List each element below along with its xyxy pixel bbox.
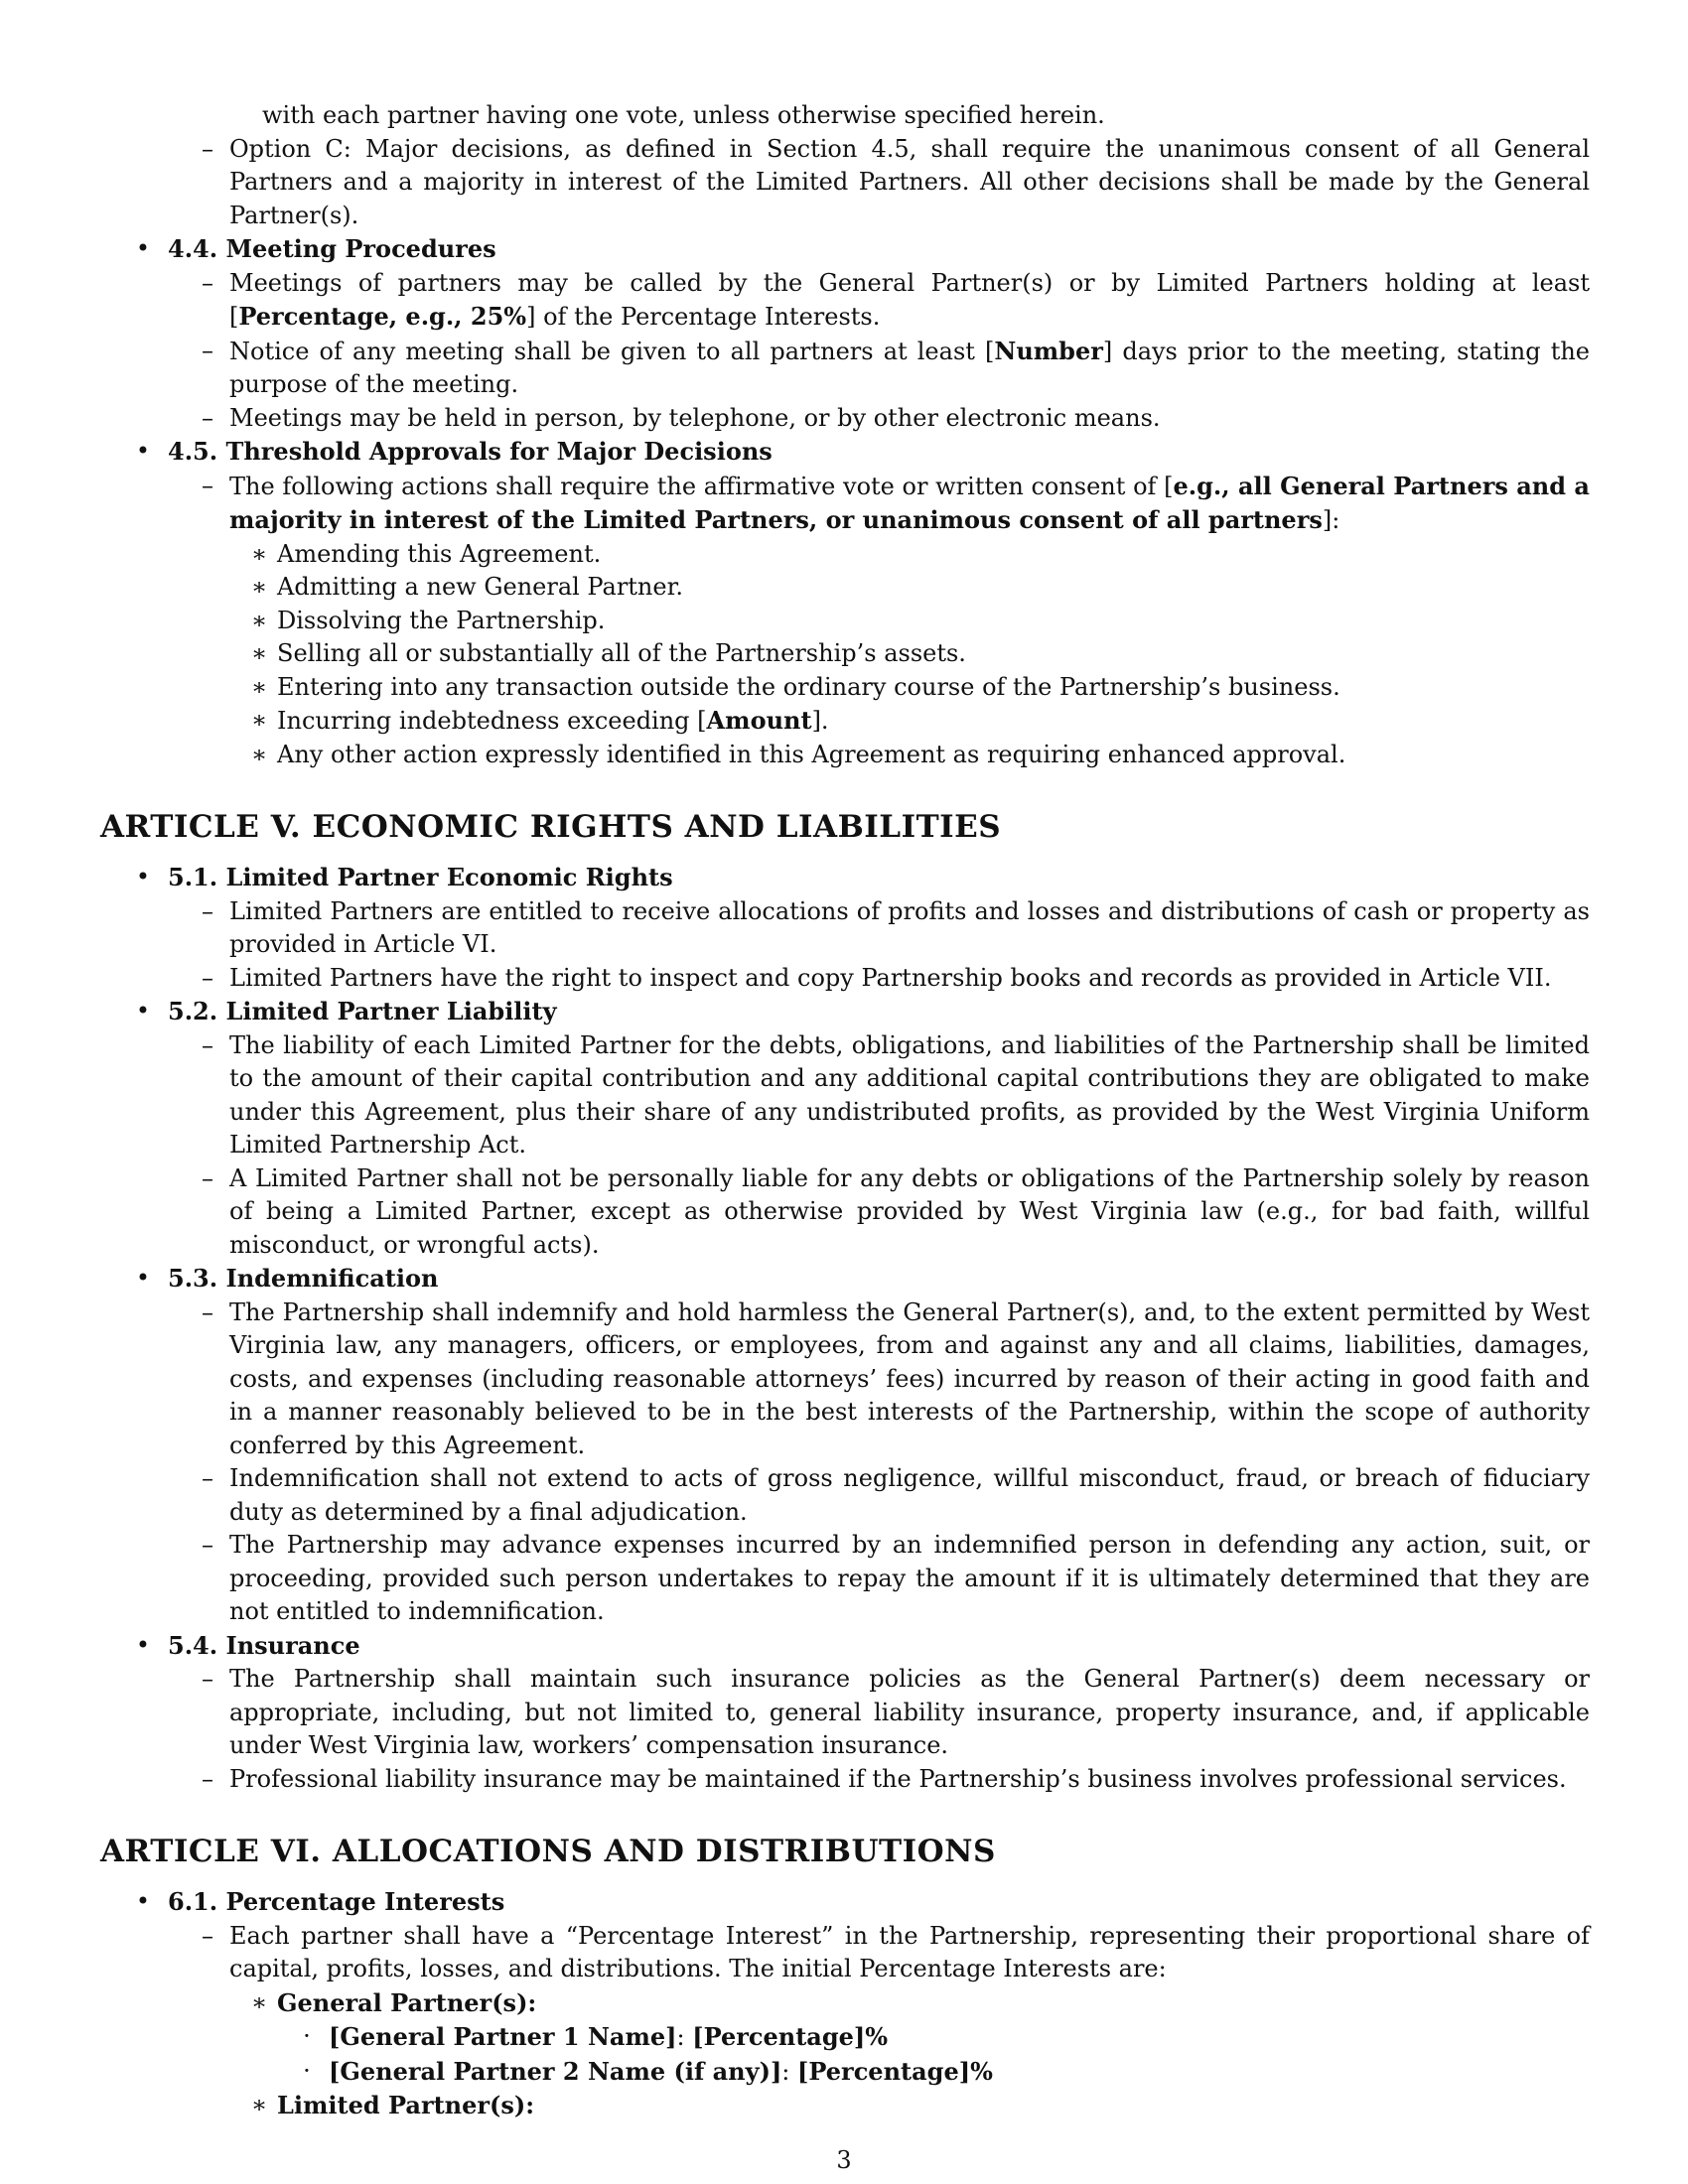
dash-marker: – — [202, 1531, 213, 1559]
article-6-heading: ARTICLE VI. ALLOCATIONS AND DISTRIBUTIONS — [100, 1834, 996, 1869]
clause: – Limited Partners have the right to inspect and copy Partnership books and records as provided in Article VII. — [100, 962, 1590, 996]
limited-partners-label: Limited Partner(s): — [277, 2091, 535, 2119]
placeholder-percentage: Percentage, e.g., 25% — [238, 302, 527, 331]
section-title: Limited Partner Liability — [225, 997, 557, 1025]
dash-marker: – — [202, 1665, 213, 1693]
section-5-4: • 5.4. Insurance — [100, 1629, 1590, 1664]
clause: – The Partnership shall indemnify and hold harmless the General Partner(s), and, to the extent permitted by West Virginia law, any managers, officers, or employees, from and against any and all claims, liabilities, damages, costs, and expenses (including reasonable attorneys’ fees) incurred by reason of their acting in good faith and in a manner reasonably believed to be in the best interests of the Partnership, within the scope of authority conferred by this Agreement. — [100, 1297, 1590, 1463]
clause: – Professional liability insurance may be maintained if the Partnership’s business involves professional services. — [100, 1763, 1590, 1797]
list-item — [100, 2089, 1590, 2123]
placeholder-amount: Amount — [706, 706, 812, 735]
list-item: ∗ Any other action expressly identified in this Agreement as requiring enhanced approval. — [100, 739, 1590, 772]
list-item: ∗ Dissolving the Partnership. — [100, 605, 1590, 638]
general-partners-label: General Partner(s): — [277, 1987, 537, 2017]
dash-marker: – — [202, 1163, 213, 1192]
section-5-2: • 5.2. Limited Partner Liability — [100, 995, 1590, 1029]
article-5-heading: ARTICLE V. ECONOMIC RIGHTS AND LIABILITIES — [100, 809, 1002, 845]
bullet-marker: • — [135, 1264, 151, 1292]
dash-marker: – — [202, 1921, 213, 1950]
star-marker: ∗ — [250, 573, 268, 601]
section-5-3: • 5.3. Indemnification — [100, 1262, 1590, 1297]
section-title: Insurance — [225, 1630, 360, 1660]
section-title: Indemnification — [225, 1264, 439, 1293]
placeholder-gp2-name: General Partner 2 Name (if any) — [340, 2056, 771, 2086]
star-marker: ∗ — [250, 706, 268, 734]
bullet-marker: • — [135, 863, 151, 890]
dash-marker: – — [202, 1764, 213, 1793]
section-title: Limited Partner Economic Rights — [225, 863, 673, 891]
bullet-marker: • — [135, 437, 151, 465]
clause: – The Partnership may advance expenses incurred by an indemnified person in defending any action, suit, or proceeding, provided such person undertakes to repay the amount if it is ultimately determined that they are not entitled to indemnification. — [100, 1529, 1590, 1629]
dash-marker: – — [202, 471, 213, 499]
list-item: ∗ Entering into any transaction outside the ordinary course of the Partnership’s business. — [100, 671, 1590, 705]
bullet-marker: • — [135, 1630, 151, 1659]
section-4-5: • 4.5. Threshold Approvals for Major Decisions — [100, 435, 1590, 470]
star-marker: ∗ — [250, 606, 268, 634]
star-marker: ∗ — [250, 2091, 268, 2118]
dash-marker: – — [202, 896, 213, 925]
list-item — [100, 1986, 1590, 2021]
dash-marker: – — [202, 963, 213, 992]
section-4-4: • 4.4. Meeting Procedures — [100, 232, 1590, 267]
dot-marker: · — [303, 2056, 311, 2085]
section-6-1: • 6.1. Percentage Interests — [100, 1885, 1590, 1920]
meeting-call-clause: – Meetings of partners may be called by the General Partner(s) or by Limited Partners holding at least [Percentage, e.g., 25%] of the Percentage Interests. — [100, 267, 1590, 335]
placeholder-number: Number — [994, 336, 1103, 365]
clause: – A Limited Partner shall not be personally liable for any debts or obligations of the Partnership solely by reason of being a Limited Partner, except as otherwise provided by West Virginia law (e.g., for bad faith, willful misconduct, or wrongful acts). — [100, 1162, 1590, 1263]
list-item: ∗ Amending this Agreement. — [100, 538, 1590, 572]
clause: – Indemnification shall not extend to acts of gross negligence, willful misconduct, fraud, or breach of fiduciary duty as determined by a final adjudication. — [100, 1462, 1590, 1529]
star-marker: ∗ — [250, 539, 268, 568]
clause: – Each partner shall have a “Percentage Interest” in the Partnership, representing their proportional share of capital, profits, losses, and distributions. The initial Percentage Interests are: — [100, 1920, 1590, 1986]
meeting-means-clause: – Meetings may be held in person, by telephone, or by other electronic means. — [100, 402, 1590, 436]
bullet-marker: • — [135, 1887, 151, 1915]
dash-marker: – — [202, 336, 213, 364]
dash-marker: – — [202, 1297, 213, 1326]
meeting-notice-clause: – Notice of any meeting shall be given to all partners at least [Number] days prior to the meeting, stating the purpose of the meeting. — [100, 335, 1590, 402]
major-decisions-clause: – The following actions shall require the affirmative vote or written consent of [e.g., all General Partners and a majority in interest of the Limited Partners, or unanimous consent of all partners]: — [100, 470, 1590, 538]
page-number: 3 — [836, 2146, 852, 2174]
dot-marker: · — [303, 2022, 311, 2050]
star-marker: ∗ — [250, 740, 268, 768]
star-marker: ∗ — [250, 672, 268, 701]
list-item: ∗ Selling all or substantially all of the Partnership’s assets. — [100, 637, 1590, 671]
dash-marker: – — [202, 1464, 213, 1492]
list-item: · [General Partner 2 Name (if any)]: [Percentage]% — [100, 2055, 1590, 2090]
dash-marker: – — [202, 134, 213, 163]
section-title: Threshold Approvals for Major Decisions — [225, 437, 773, 466]
bullet-marker: • — [135, 997, 151, 1024]
clause: – Limited Partners are entitled to receive allocations of profits and losses and distributions of cash or property as provided in Article VI. — [100, 895, 1590, 962]
section-title: Meeting Procedures — [225, 234, 496, 263]
placeholder-gp1-name: General Partner 1 Name — [340, 2022, 666, 2051]
section-title: Percentage Interests — [225, 1887, 505, 1916]
list-item: · [General Partner 1 Name]: [Percentage]% — [100, 2020, 1590, 2055]
placeholder-percentage: Percentage — [808, 2056, 959, 2086]
clause: – The Partnership shall maintain such insurance policies as the General Partner(s) deem necessary or appropriate, including, but not limited to, general liability insurance, property insurance, and, if applicable under West Virginia law, workers’ compensation insurance. — [100, 1663, 1590, 1763]
placeholder-percentage: Percentage — [703, 2022, 854, 2051]
list-item: ∗ Incurring indebtedness exceeding [Amount]. — [100, 704, 1590, 739]
section-5-1: • 5.1. Limited Partner Economic Rights — [100, 861, 1590, 895]
dash-marker: – — [202, 403, 213, 432]
clause: – The liability of each Limited Partner for the debts, obligations, and liabilities of the Partnership shall be limited to the amount of their capital contribution and any additional capital contributions they are obligated to make under this Agreement, plus their share of any undistributed profits, as provided by the West Virginia Uniform Limited Partnership Act. — [100, 1029, 1590, 1162]
document-page — [100, 99, 1590, 2123]
star-marker: ∗ — [250, 639, 268, 667]
list-item: ∗ Admitting a new General Partner. — [100, 571, 1590, 605]
option-b-continuation: with each partner having one vote, unless otherwise specified herein. — [262, 101, 1105, 129]
bullet-marker: • — [135, 234, 151, 262]
star-marker: ∗ — [250, 1987, 268, 2016]
option-c: – Option C: Major decisions, as defined in Section 4.5, shall require the unanimous consent of all General Partners and a majority in interest of the Limited Partners. All other decisions shall be made by the General Partner(s). — [100, 133, 1590, 233]
dash-marker: – — [202, 268, 213, 297]
dash-marker: – — [202, 1030, 213, 1059]
placeholder-approval-threshold: e.g., all General Partners and a majority in interest of the Limited Partners, or unanimous consent of all partners — [229, 471, 1590, 534]
